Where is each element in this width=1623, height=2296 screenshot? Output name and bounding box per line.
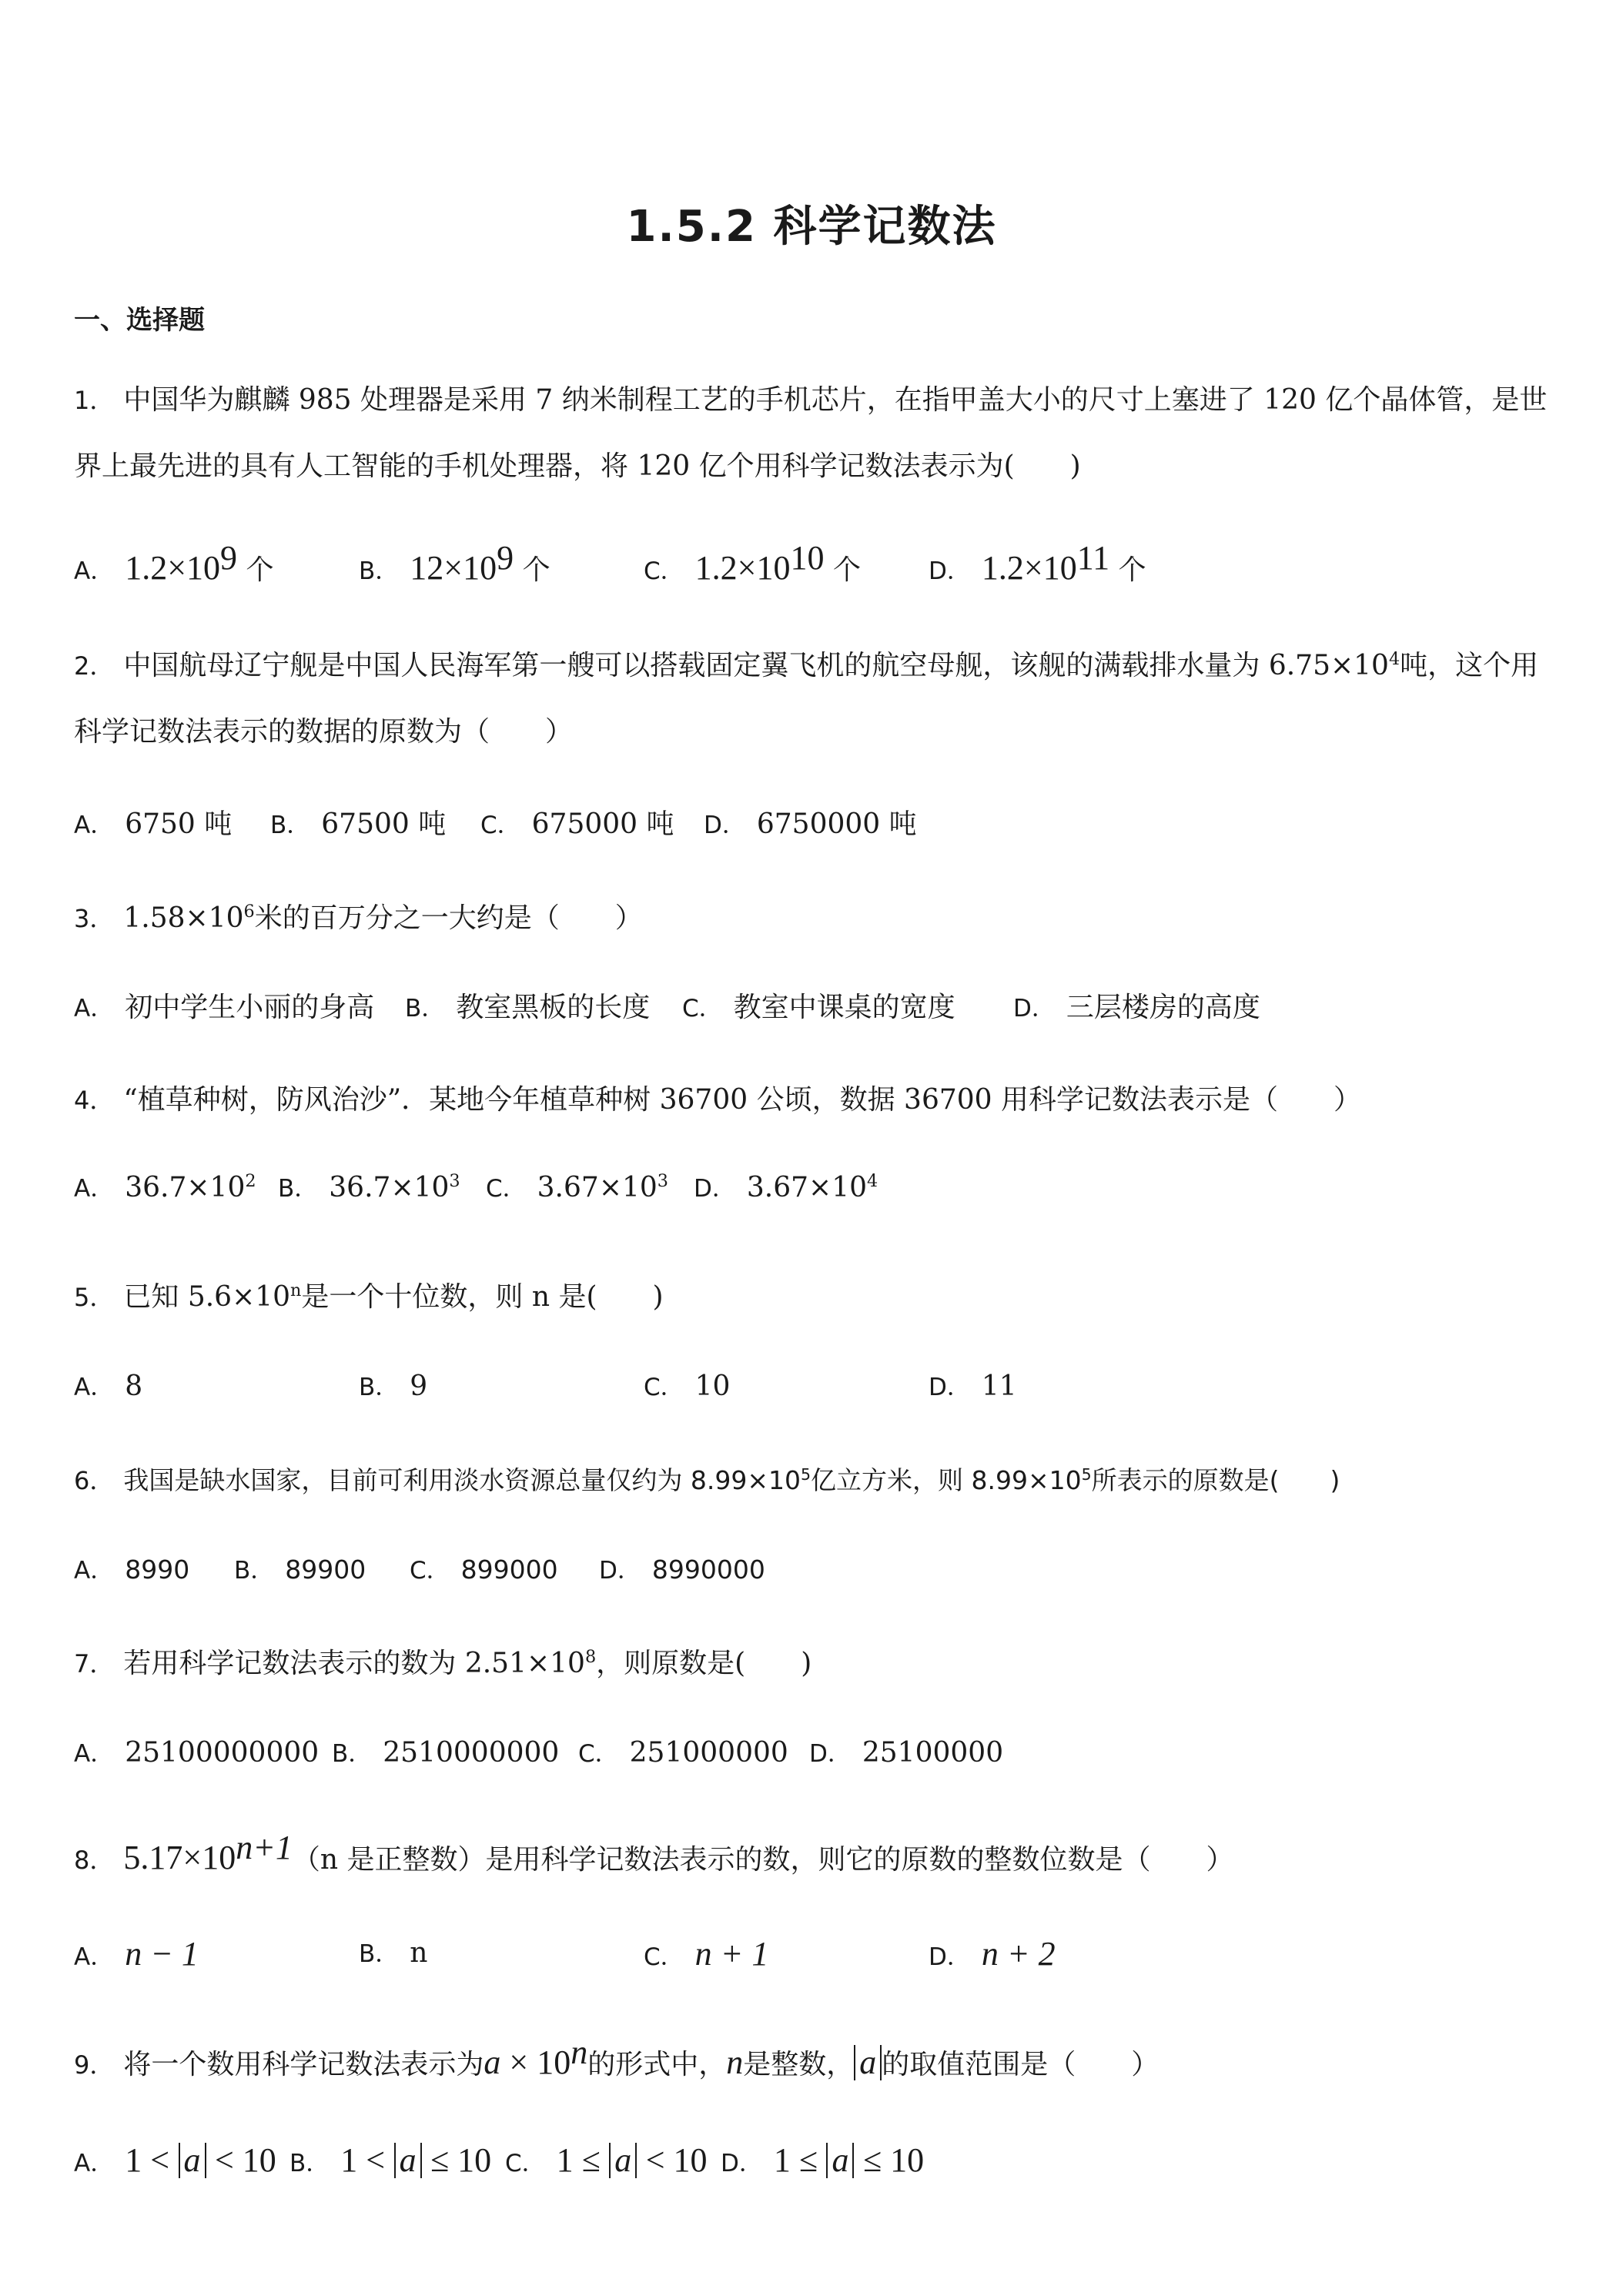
option-text: 251000000 bbox=[629, 1737, 788, 1769]
option-text: 675000 吨 bbox=[531, 808, 674, 840]
option-d[interactable] bbox=[1013, 986, 1260, 1025]
absolute-value-a: a bbox=[826, 2143, 854, 2178]
option-text: 6750000 吨 bbox=[756, 808, 917, 840]
exponent: 5 bbox=[1081, 1465, 1092, 1484]
option-label: B． bbox=[332, 1740, 373, 1768]
question-number: 9． bbox=[74, 2050, 115, 2080]
option-b[interactable] bbox=[405, 986, 650, 1025]
option-label: B． bbox=[278, 1175, 319, 1203]
question-3 bbox=[74, 885, 1568, 952]
option-text: 67500 吨 bbox=[321, 808, 447, 840]
question-8 bbox=[74, 1825, 1568, 1893]
exponent: n bbox=[571, 2033, 588, 2071]
option-label: C． bbox=[578, 1740, 619, 1768]
option-text: 8990000 bbox=[651, 1555, 765, 1585]
option-b[interactable] bbox=[234, 1551, 366, 1585]
option-label: C． bbox=[644, 557, 684, 585]
question-text-cont: 科学记数法表示的数据的原数为（ ） bbox=[74, 716, 574, 748]
option-label: C． bbox=[682, 995, 723, 1022]
option-b[interactable] bbox=[359, 1934, 427, 1969]
option-exponent: 11 bbox=[1076, 539, 1110, 577]
option-a[interactable] bbox=[74, 539, 274, 587]
option-exponent: 10 bbox=[790, 539, 825, 577]
option-value: 36.7×10 bbox=[125, 1172, 246, 1203]
option-value: 3.67×10 bbox=[537, 1172, 658, 1203]
section-heading: 一、选择题 bbox=[74, 305, 205, 336]
option-left: 1 < bbox=[125, 2141, 170, 2179]
option-text: 2510000000 bbox=[383, 1737, 560, 1769]
option-right: ≤ 10 bbox=[430, 2141, 492, 2179]
option-label: C． bbox=[410, 1557, 450, 1585]
option-value: 3.67×10 bbox=[746, 1172, 868, 1203]
option-text: 25100000 bbox=[862, 1737, 1004, 1769]
option-exponent: 3 bbox=[657, 1171, 668, 1191]
option-text: 11 bbox=[981, 1371, 1017, 1402]
question-text: ，则原数是( ) bbox=[596, 1648, 812, 1679]
option-a[interactable] bbox=[74, 986, 374, 1025]
option-exponent: 9 bbox=[220, 539, 238, 577]
question-6 bbox=[74, 1448, 1568, 1514]
option-text: 10 bbox=[694, 1371, 731, 1402]
option-label: A． bbox=[74, 2150, 115, 2177]
option-d[interactable] bbox=[599, 1551, 765, 1585]
question-4 bbox=[74, 1067, 1568, 1133]
option-d[interactable] bbox=[721, 2140, 924, 2180]
question-text: 是整数， bbox=[743, 2049, 855, 2080]
option-d[interactable] bbox=[929, 1934, 1056, 1973]
option-exponent: 9 bbox=[497, 539, 514, 577]
option-label: A． bbox=[74, 812, 115, 839]
option-d[interactable] bbox=[929, 1367, 1017, 1402]
question-number: 2． bbox=[74, 651, 115, 681]
question-7 bbox=[74, 1631, 1568, 1697]
option-c[interactable] bbox=[410, 1551, 558, 1585]
option-unit: 个 bbox=[1118, 554, 1146, 586]
option-right: < 10 bbox=[214, 2141, 276, 2179]
question-text: 所表示的原数是( ) bbox=[1091, 1465, 1340, 1495]
option-label: A． bbox=[74, 1557, 115, 1585]
option-text: 教室黑板的长度 bbox=[456, 992, 651, 1023]
option-label: B． bbox=[289, 2150, 330, 2177]
option-label: D． bbox=[704, 812, 746, 839]
option-b[interactable] bbox=[359, 1367, 427, 1402]
question-text: “植草种树，防风治沙”．某地今年植草种树 36700 公顷，数据 36700 用科学记数法表示是（ ） bbox=[123, 1084, 1362, 1116]
question-text: 亿立方米，则 8.99×10 bbox=[811, 1465, 1082, 1495]
option-a[interactable] bbox=[74, 1169, 256, 1203]
option-label: A． bbox=[74, 557, 115, 585]
option-text: 899000 bbox=[460, 1555, 558, 1585]
option-d[interactable] bbox=[809, 1734, 1003, 1769]
option-a[interactable] bbox=[74, 1934, 199, 1973]
question-text: 吨，这个用 bbox=[1400, 650, 1539, 681]
option-left: 1 < bbox=[340, 2141, 386, 2179]
question-text: 将一个数用科学记数法表示为 bbox=[123, 2049, 484, 2080]
option-text: 89900 bbox=[285, 1555, 366, 1585]
question-number: 3． bbox=[74, 904, 115, 933]
option-label: D． bbox=[721, 2150, 763, 2177]
question-text: 中国航母辽宁舰是中国人民海军第一艘可以搭载固定翼飞机的航空母舰，该舰的满载排水量为 6.75×10 bbox=[123, 650, 1389, 681]
option-label: C． bbox=[486, 1175, 527, 1203]
option-c[interactable] bbox=[480, 802, 674, 842]
question-number: 5． bbox=[74, 1283, 115, 1312]
option-label: D． bbox=[809, 1740, 852, 1768]
option-label: B． bbox=[359, 1374, 400, 1401]
option-label: B． bbox=[359, 1940, 400, 1968]
option-label: A． bbox=[74, 995, 115, 1022]
question-text: 的形式中， bbox=[587, 2049, 727, 2080]
question-text: 我国是缺水国家，目前可利用淡水资源总量仅约为 8.99×10 bbox=[123, 1465, 801, 1495]
option-a[interactable] bbox=[74, 1551, 189, 1585]
option-label: C． bbox=[644, 1374, 684, 1401]
question-number: 6． bbox=[74, 1466, 115, 1495]
option-text: n + 2 bbox=[981, 1935, 1056, 1973]
option-text: 8990 bbox=[125, 1555, 190, 1585]
absolute-value-a: a bbox=[609, 2143, 637, 2178]
option-label: D． bbox=[929, 1943, 971, 1971]
option-a[interactable] bbox=[74, 802, 232, 842]
option-c[interactable] bbox=[644, 1367, 730, 1402]
question-number: 8． bbox=[74, 1846, 115, 1875]
option-text: n − 1 bbox=[125, 1935, 199, 1973]
question-9 bbox=[74, 2030, 1568, 2098]
option-left: 1 ≤ bbox=[556, 2141, 601, 2179]
question-text: 1.58×10 bbox=[123, 902, 244, 934]
expression: × 10 bbox=[500, 2043, 571, 2081]
question-1 bbox=[74, 367, 1568, 500]
option-label: C． bbox=[480, 812, 521, 839]
option-right: < 10 bbox=[645, 2141, 708, 2179]
page-title: 1.5.2 科学记数法 bbox=[626, 202, 997, 252]
variable-a: a bbox=[484, 2043, 501, 2081]
option-b[interactable] bbox=[289, 2140, 491, 2180]
question-text: 是一个十位数，则 n 是( ) bbox=[301, 1281, 664, 1313]
question-number: 1． bbox=[74, 386, 115, 415]
option-a[interactable] bbox=[74, 1734, 319, 1769]
option-label: A． bbox=[74, 1175, 115, 1203]
option-b[interactable] bbox=[270, 802, 446, 842]
option-c[interactable] bbox=[578, 1734, 788, 1769]
option-label: B． bbox=[234, 1557, 275, 1585]
option-text: 8 bbox=[125, 1371, 143, 1402]
option-right: ≤ 10 bbox=[862, 2141, 925, 2179]
option-c[interactable] bbox=[644, 1934, 768, 1973]
exponent: 6 bbox=[243, 902, 255, 922]
option-text: n bbox=[410, 1937, 428, 1969]
option-label: A． bbox=[74, 1374, 115, 1401]
option-d[interactable] bbox=[694, 1169, 878, 1203]
exponent: n+1 bbox=[236, 1829, 293, 1866]
option-exponent: 3 bbox=[449, 1171, 460, 1191]
option-c[interactable] bbox=[644, 539, 861, 587]
option-text: 初中学生小丽的身高 bbox=[125, 992, 375, 1023]
option-d[interactable] bbox=[929, 539, 1146, 587]
option-a[interactable] bbox=[74, 1367, 142, 1402]
option-value: 36.7×10 bbox=[329, 1172, 450, 1203]
exponent: 4 bbox=[1388, 649, 1400, 669]
option-text: 25100000000 bbox=[125, 1737, 320, 1769]
option-exponent: 4 bbox=[867, 1171, 878, 1191]
option-exponent: 2 bbox=[245, 1171, 256, 1191]
option-label: D． bbox=[929, 557, 971, 585]
absolute-value-a: a bbox=[179, 2143, 206, 2178]
option-value: 1.2×10 bbox=[694, 549, 791, 587]
option-label: A． bbox=[74, 1740, 115, 1768]
question-5 bbox=[74, 1264, 1568, 1330]
option-c[interactable] bbox=[486, 1169, 668, 1203]
option-label: B． bbox=[359, 557, 400, 585]
option-value: 1.2×10 bbox=[981, 549, 1077, 587]
absolute-value-a: a bbox=[394, 2143, 422, 2178]
option-text: 9 bbox=[410, 1371, 428, 1402]
question-text: 若用科学记数法表示的数为 2.51×10 bbox=[123, 1648, 585, 1679]
question-2 bbox=[74, 633, 1568, 765]
option-unit: 个 bbox=[246, 554, 274, 586]
option-value: 1.2×10 bbox=[125, 549, 221, 587]
option-label: D． bbox=[929, 1374, 971, 1401]
option-text: n + 1 bbox=[694, 1935, 769, 1973]
option-c[interactable] bbox=[682, 986, 955, 1025]
option-label: B． bbox=[405, 995, 446, 1022]
option-label: C． bbox=[505, 2150, 546, 2177]
option-label: B． bbox=[270, 812, 311, 839]
option-label: A． bbox=[74, 1943, 115, 1971]
question-text-cont: 界上最先进的具有人工智能的手机处理器，将 120 亿个用科学记数法表示为( ) bbox=[74, 450, 1081, 482]
question-text: 已知 5.6×10 bbox=[123, 1281, 291, 1313]
absolute-value-a: a bbox=[854, 2045, 882, 2080]
question-text: （n 是正整数）是用科学记数法表示的数，则它的原数的整数位数是（ ） bbox=[292, 1844, 1234, 1876]
option-c[interactable] bbox=[505, 2140, 708, 2180]
question-text: 米的百万分之一大约是（ ） bbox=[254, 902, 643, 934]
exponent: 5 bbox=[800, 1465, 811, 1484]
option-unit: 个 bbox=[832, 554, 861, 586]
option-label: D． bbox=[694, 1175, 736, 1203]
option-label: C． bbox=[644, 1943, 684, 1971]
option-text: 教室中课桌的宽度 bbox=[733, 992, 955, 1023]
option-value: 12×10 bbox=[410, 549, 497, 587]
option-label: D． bbox=[1013, 995, 1056, 1022]
option-d[interactable] bbox=[704, 802, 917, 842]
option-left: 1 ≤ bbox=[773, 2141, 818, 2179]
option-text: 6750 吨 bbox=[125, 808, 233, 840]
question-text: 的取值范围是（ ） bbox=[882, 2049, 1160, 2080]
variable-n: n bbox=[726, 2043, 744, 2081]
option-text: 三层楼房的高度 bbox=[1066, 992, 1260, 1023]
option-label: D． bbox=[599, 1557, 641, 1585]
question-number: 4． bbox=[74, 1086, 115, 1115]
option-a[interactable] bbox=[74, 2140, 276, 2180]
question-number: 7． bbox=[74, 1649, 115, 1678]
option-unit: 个 bbox=[522, 554, 550, 586]
option-b[interactable] bbox=[332, 1734, 559, 1769]
question-text: 中国华为麒麟 985 处理器是采用 7 纳米制程工艺的手机芯片，在指甲盖大小的尺寸上塞进了 120 亿个晶体管，是世 bbox=[123, 384, 1548, 416]
exponent: n bbox=[290, 1280, 302, 1300]
exponent: 8 bbox=[584, 1647, 597, 1667]
expression: 5.17×10 bbox=[123, 1839, 236, 1876]
option-b[interactable] bbox=[359, 539, 550, 587]
option-b[interactable] bbox=[278, 1169, 460, 1203]
